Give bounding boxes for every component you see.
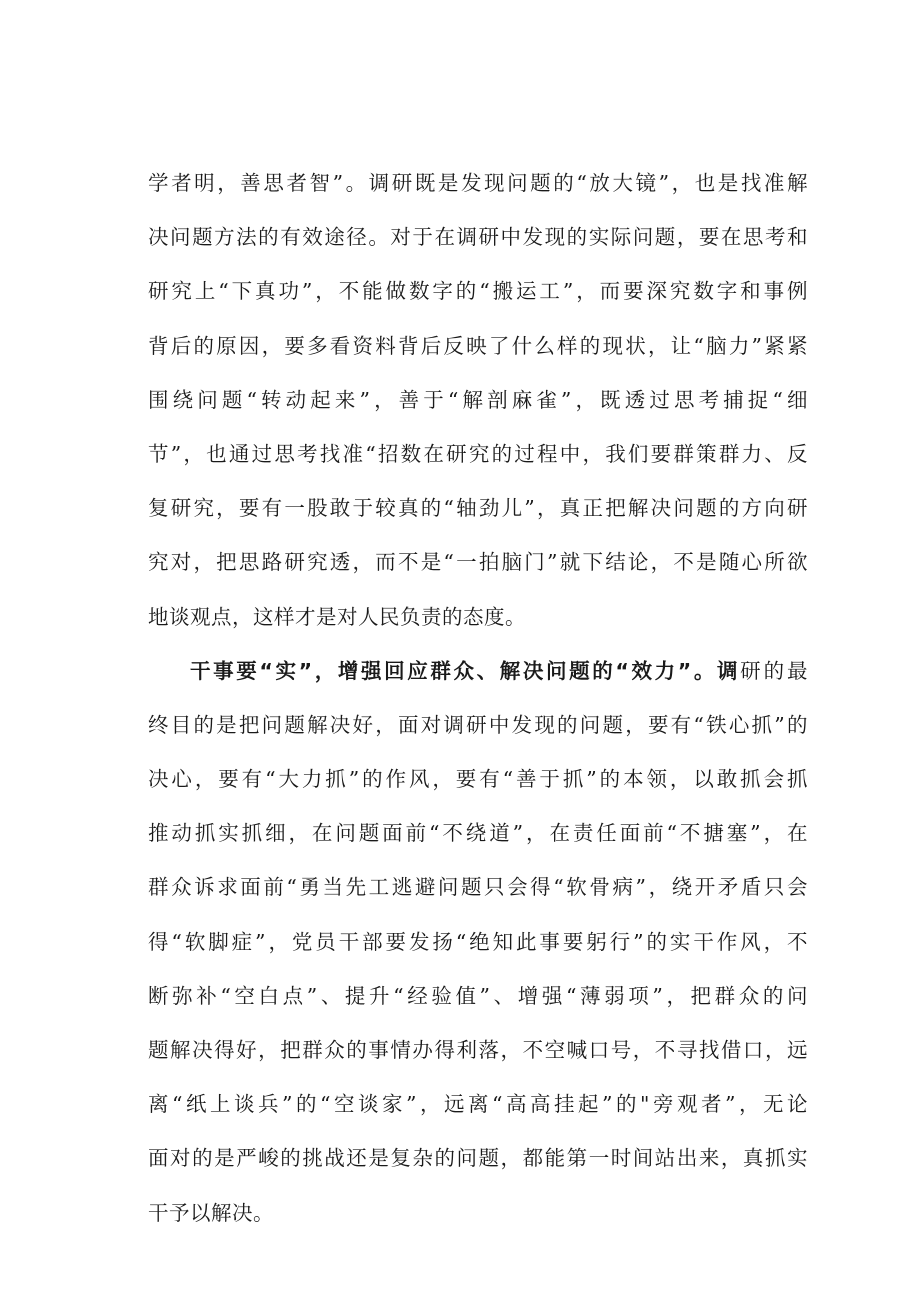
- text-line: 得“软脚症”，党员干部要发扬“绝知此事要躬行”的实干作风，不: [148, 929, 808, 954]
- text-line: 面对的是严峻的挑战还是复杂的问题，都能第一时间站出来，真抓实: [148, 1146, 808, 1171]
- paragraph-heading: 干事要“实”，增强回应群众、解决问题的“效力”。调: [190, 658, 741, 683]
- text-line: 节”，也通过思考找准“招数在研究的过程中，我们要群策群力、反: [148, 441, 808, 466]
- text-line: 地谈观点，这样才是对人民负责的态度。: [148, 604, 526, 629]
- text-line: [148, 644, 808, 698]
- text-line: 终目的是把问题解决好，面对调研中发现的问题，要有“铁心抓”的: [148, 712, 808, 737]
- paragraph-1: [148, 156, 808, 644]
- text-line: 研究上“下真功”，不能做数字的“搬运工”，而要深究数字和事例: [148, 279, 808, 304]
- text-line: 推动抓实抓细，在问题面前“不绕道”，在责任面前“不搪塞”，在: [148, 821, 808, 846]
- text-line: 决心，要有“大力抓”的作风，要有“善于抓”的本领，以敢抓会抓: [148, 767, 808, 792]
- text-line: 干予以解决。: [148, 1200, 274, 1225]
- text-line: 究对，把思路研究透，而不是“一拍脑门”就下结论，不是随心所欲: [148, 550, 808, 575]
- text-line: 围绕问题“转动起来”，善于“解剖麻雀”，既透过思考捕捉“细: [148, 387, 808, 412]
- body-text: [148, 156, 808, 1240]
- text-line: 学者明，善思者智”。调研既是发现问题的“放大镜”，也是找准解: [148, 171, 808, 195]
- heading-line-rest: 研的最: [740, 658, 808, 683]
- text-line: 断弥补“空白点”、提升“经验值”、增强“薄弱项”，把群众的问: [148, 983, 808, 1008]
- text-line: 离“纸上谈兵”的“空谈家”，远离“高高挂起”的"旁观者”，无论: [148, 1092, 808, 1117]
- text-line: 决问题方法的有效途径。对于在调研中发现的实际问题，要在思考和: [148, 225, 808, 250]
- text-line: 背后的原因，要多看资料背后反映了什么样的现状，让“脑力”紧紧: [148, 333, 808, 358]
- text-line: 复研究，要有一股敢于较真的“轴劲儿”，真正把解决问题的方向研: [148, 496, 808, 521]
- paragraph-2: [148, 644, 808, 1240]
- text-line: 题解决得好，把群众的事情办得利落，不空喊口号，不寻找借口，远: [148, 1038, 808, 1062]
- text-line: 群众诉求面前“勇当先工逃避问题只会得“软骨病”，绕开矛盾只会: [148, 875, 808, 900]
